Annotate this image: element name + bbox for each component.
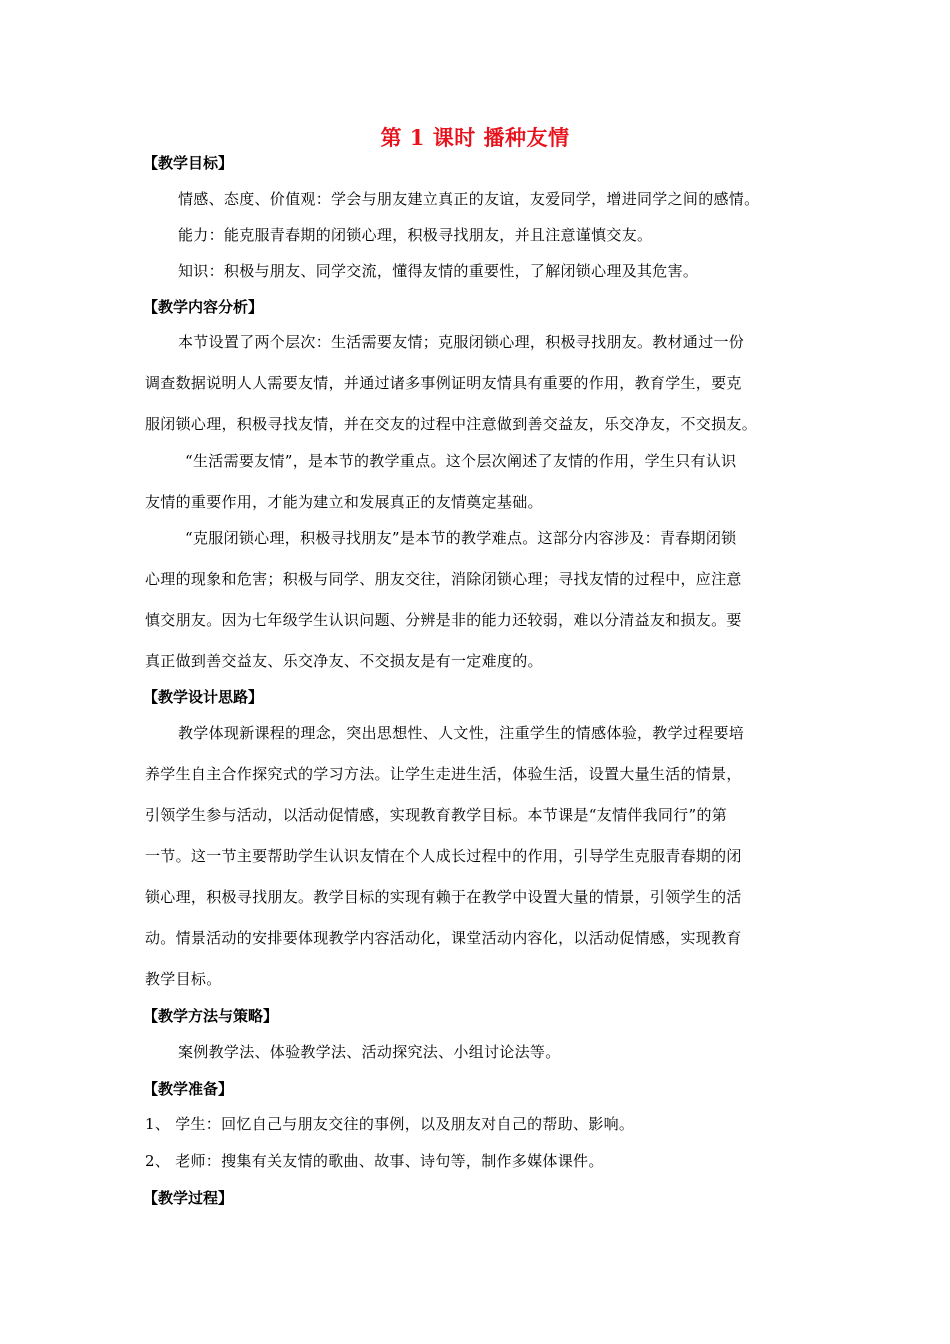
section-heading-process: 【教学过程】 xyxy=(143,1189,234,1207)
paragraph-line: 服闭锁心理，积极寻找友情，并在交友的过程中注意做到善交益友，乐交净友，不交损友。 xyxy=(145,415,758,433)
goal-line: 能力：能克服青春期的闭锁心理，积极寻找朋友，并且注意谨慎交友。 xyxy=(178,226,653,244)
goal-line: 知识：积极与朋友、同学交流，懂得友情的重要性，了解闭锁心理及其危害。 xyxy=(178,262,699,280)
paragraph-line: 慎交朋友。因为七年级学生认识问题、分辨是非的能力还较弱，难以分清益友和损友。要 xyxy=(145,611,742,629)
section-heading-analysis: 【教学内容分析】 xyxy=(143,298,264,316)
section-heading-goals: 【教学目标】 xyxy=(143,154,234,172)
paragraph-line: 动。情景活动的安排要体现教学内容活动化，课堂活动内容化，以活动促情感，实现教育 xyxy=(145,929,742,947)
paragraph-line: 心理的现象和危害；积极与同学、朋友交往，消除闭锁心理；寻找友情的过程中，应注意 xyxy=(145,570,742,588)
goal-line: 情感、态度、价值观：学会与朋友建立真正的友谊，友爱同学，增进同学之间的感情。 xyxy=(178,190,760,208)
paragraph-line: “克服闭锁心理，积极寻找朋友”是本节的教学难点。这部分内容涉及：青春期闭锁 xyxy=(185,529,737,547)
prep-list-item: 1、 学生：回忆自己与朋友交往的事例，以及朋友对自己的帮助、影响。 xyxy=(145,1115,635,1133)
paragraph-line: 教学体现新课程的理念，突出思想性、人文性，注重学生的情感体验，教学过程要培 xyxy=(178,724,745,742)
paragraph-line: 养学生自主合作探究式的学习方法。让学生走进生活，体验生活，设置大量生活的情景， xyxy=(145,765,742,783)
paragraph-line: 本节设置了两个层次：生活需要友情；克服闭锁心理，积极寻找朋友。教材通过一份 xyxy=(178,333,745,351)
paragraph-line: 调查数据说明人人需要友情，并通过诸多事例证明友情具有重要的作用，教育学生，要克 xyxy=(145,374,742,392)
paragraph-line: 一节。这一节主要帮助学生认识友情在个人成长过程中的作用，引导学生克服青春期的闭 xyxy=(145,847,742,865)
paragraph-line: “生活需要友情”，是本节的教学重点。这个层次阐述了友情的作用，学生只有认识 xyxy=(185,452,737,470)
section-heading-prep: 【教学准备】 xyxy=(143,1080,234,1098)
paragraph-line: 锁心理，积极寻找朋友。教学目标的实现有赖于在教学中设置大量的情景，引领学生的活 xyxy=(145,888,742,906)
paragraph-line: 友情的重要作用，才能为建立和发展真正的友情奠定基础。 xyxy=(145,493,543,511)
section-heading-methods: 【教学方法与策略】 xyxy=(143,1007,279,1025)
section-heading-design: 【教学设计思路】 xyxy=(143,688,264,706)
methods-line: 案例教学法、体验教学法、活动探究法、小组讨论法等。 xyxy=(178,1043,561,1061)
document-title: 第 1 课时 播种友情 xyxy=(380,125,570,150)
paragraph-line: 教学目标。 xyxy=(145,970,222,988)
paragraph-line: 引领学生参与活动，以活动促情感，实现教育教学目标。本节课是“友情伴我同行”的第 xyxy=(145,806,728,824)
prep-list-item: 2、 老师：搜集有关友情的歌曲、故事、诗句等，制作多媒体课件。 xyxy=(145,1152,604,1170)
paragraph-line: 真正做到善交益友、乐交净友、不交损友是有一定难度的。 xyxy=(145,652,543,670)
